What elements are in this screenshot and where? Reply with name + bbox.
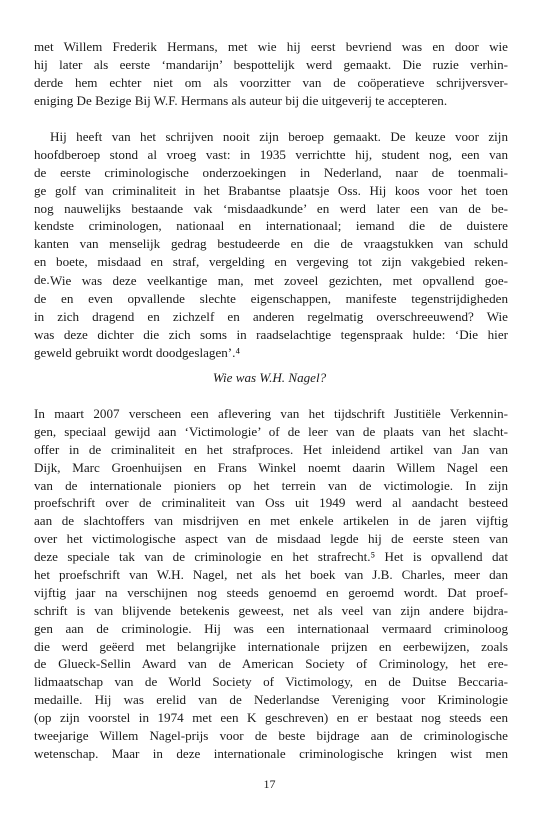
text-line: het proefschrift van W.H. Nagel, net als het boek van J.B. Charles, meer dan xyxy=(34,567,508,583)
text-line: kanten van menselijk gedrag bestudeerde en die de vraagstukken van schuld xyxy=(34,236,508,252)
text-line: de en even opvallende slechte eigenschappen, manifeste tegenstrijdigheden xyxy=(34,290,508,306)
text-line: (op zijn voorstel in 1974 met een K geschreven) en er bestaat nog steeds een xyxy=(34,710,508,726)
text-line: gen, speciaal gewijd aan ‘Victimologie’ of de leer van de plaats van het slacht- xyxy=(34,423,508,439)
text-line: en boete, misdaad en straf, vergelding en vergeving tot zijn vakgebied reken- xyxy=(34,254,508,270)
text-line: tweejarige Willem Nagel-prijs voor de beste bijdrage aan de criminologische xyxy=(34,728,508,744)
text-line: proefschrift over de criminaliteit van Oss uit 1949 werd al aandacht besteed xyxy=(34,495,508,511)
text-line: aan de slachtoffers van misdrijven en met enkele artikelen in de jaren vijftig xyxy=(34,513,508,529)
paragraph-2 xyxy=(34,128,508,289)
text-line: wetenschap. Maar in deze internationale criminologische kringen wist men xyxy=(34,745,508,761)
text-line: de eerste criminologische onderzoekingen in Nederland, naar de toenmali- xyxy=(34,164,508,180)
text-line: de. xyxy=(34,272,50,288)
text-line: ge golf van criminaliteit in het Brabantse plaatsje Oss. Hij koos voor het toen xyxy=(34,182,508,198)
text-line: was deze dichter die zich soms in raadselachtige tegenspraak hulde: ‘Die hier xyxy=(34,326,508,342)
text-line: vijftig jaar na verschijnen nog steeds genoemd en geroemd wordt. Dat proef- xyxy=(34,584,508,600)
text-line: in zich dragend en zichzelf en anderen regelmatig overschreeuwend? Wie xyxy=(34,308,508,324)
text-line: kendste criminologen, nationaal en internationaal; iemand die de duistere xyxy=(34,218,508,234)
text-line: In maart 2007 verscheen een aflevering van het tijdschrift Justitiële Verkennin- xyxy=(34,406,508,421)
text-line: nog nauwelijks bestaande vak ‘misdaadkunde’ en werd later een van de be- xyxy=(34,200,508,216)
text-line: hoofdberoep stond al vroeg vast: in 1935 verrichtte hij, student nog, een van xyxy=(34,146,508,162)
text-line: die werd geëerd met belangrijke internationale prijzen en eerbewijzen, zoals xyxy=(34,638,508,654)
text-line: over het victimologische aspect van de misdaad legde hij de eerste steen van xyxy=(34,531,508,547)
text-line: deze speciale tak van de criminologie en het strafrecht.⁵ Het is opvallend dat xyxy=(34,549,508,565)
section-paragraph xyxy=(34,405,508,763)
text-line: gen aan de criminologie. Hij was een internationaal vermaard criminoloog xyxy=(34,620,508,636)
page-number: 17 xyxy=(263,777,276,791)
text-line: Dijk, Marc Groenhuijsen en Frans Winkel noemt daarin Willem Nagel een xyxy=(34,459,508,475)
text-line: van de internationale pioniers op het terrein van de victimologie. In zijn xyxy=(34,477,508,493)
text-line: met Willem Frederik Hermans, met wie hij eerst bevriend was en door wie xyxy=(34,39,508,54)
text-line: de Glueck-Sellin Award van de American Society of Criminology, het ere- xyxy=(34,656,508,672)
text-line: eniging De Bezige Bij W.F. Hermans als auteur bij die uitgeverij te accepteren. xyxy=(34,92,448,108)
text-line: medaille. Hij was erelid van de Nederlandse Vereniging voor Kriminologie xyxy=(34,692,508,708)
text-line: derde hem echter niet om als voorzitter van de coöperatieve schrijversver- xyxy=(34,74,508,90)
paragraph-3 xyxy=(34,272,508,361)
text-line: lidmaatschap van de World Society of Victimology, en de Duitse Beccaria- xyxy=(34,674,508,690)
text-line: offer in de criminaliteit en het strafproces. Het inleidend artikel van Jan van xyxy=(34,441,508,457)
text-line: hij later als eerste ‘mandarijn’ bespottelijk werd gemaakt. Die ruzie verhin- xyxy=(34,56,508,72)
section-heading: Wie was W.H. Nagel? xyxy=(212,370,327,385)
text-line: Wie was deze veelkantige man, met zoveel gezichten, met opvallend goe- xyxy=(50,273,508,288)
text-line: geweld gebruikt wordt doodgeslagen’.⁴ xyxy=(34,344,241,360)
text-line: Hij heeft van het schrijven nooit zijn beroep gemaakt. De keuze voor zijn xyxy=(50,129,508,144)
paragraph-1 xyxy=(34,38,508,110)
text-line: schrift is van blijvende betekenis geweest, net als veel van zijn andere bijdra- xyxy=(34,602,508,618)
